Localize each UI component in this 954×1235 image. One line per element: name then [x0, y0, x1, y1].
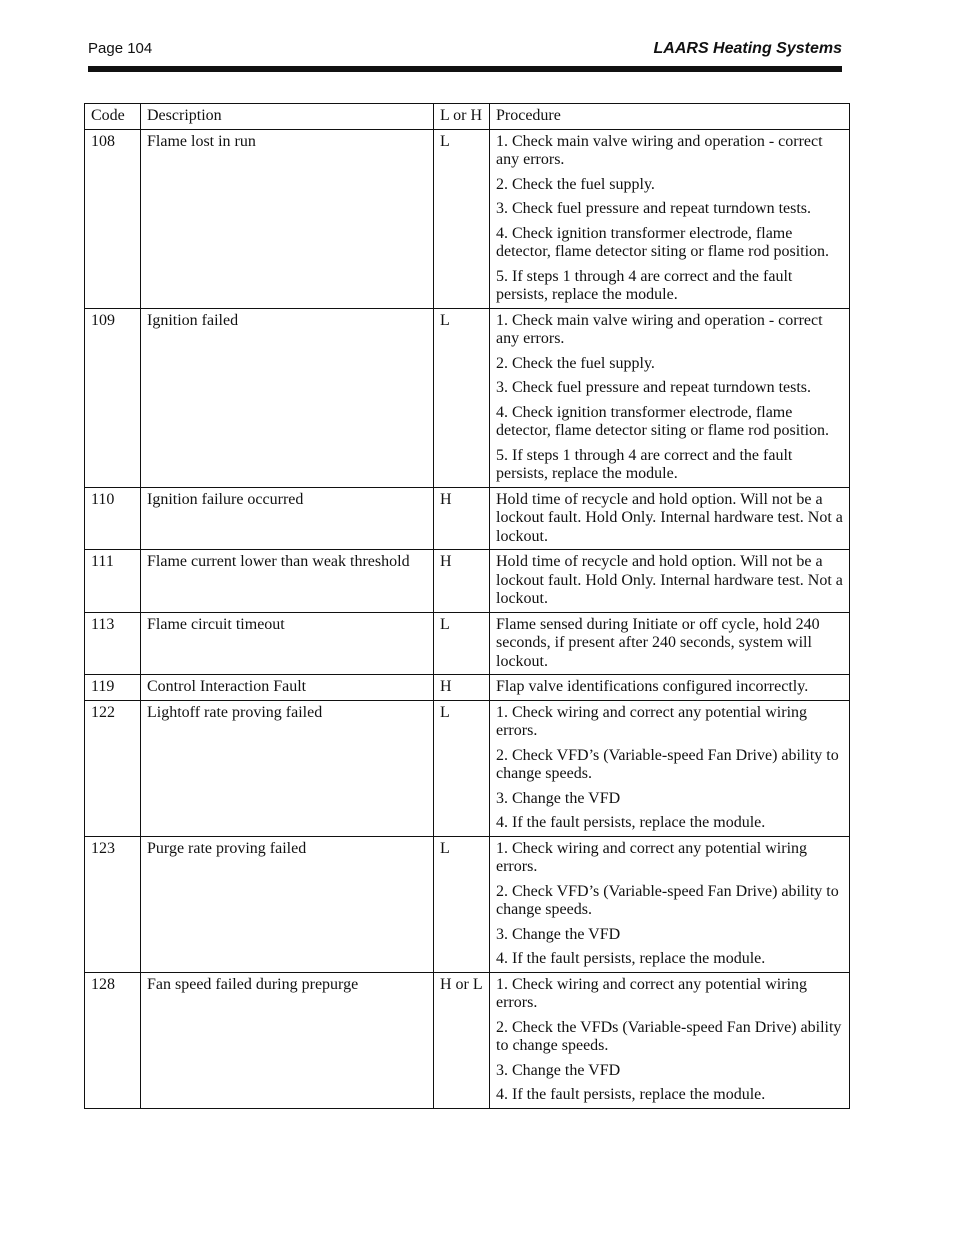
- fault-description: Flame circuit timeout: [141, 612, 434, 675]
- fault-description: Ignition failure occurred: [141, 487, 434, 550]
- table-row: [85, 972, 850, 1108]
- fault-code: 123: [85, 836, 141, 972]
- fault-procedure: [490, 972, 850, 1108]
- fault-level: L: [434, 129, 490, 308]
- fault-description: Control Interaction Fault: [141, 675, 434, 701]
- fault-level: H: [434, 550, 490, 613]
- fault-description: Flame current lower than weak threshold: [141, 550, 434, 613]
- header-l-or-h: L or H: [434, 104, 490, 130]
- procedure-step: 4. Check ignition transformer electrode, flame detector, flame detector siting or flame rod position.: [496, 403, 830, 439]
- fault-procedure: [490, 550, 850, 613]
- fault-procedure: [490, 612, 850, 675]
- procedure-step: 3. Check fuel pressure and repeat turndown tests.: [496, 379, 812, 396]
- table-header-row: [85, 104, 850, 130]
- table-row: [85, 700, 850, 836]
- fault-level: H: [434, 675, 490, 701]
- fault-procedure: [490, 700, 850, 836]
- header-rule: [88, 66, 842, 72]
- fault-code: 108: [85, 129, 141, 308]
- fault-level: H or L: [434, 972, 490, 1108]
- brand-title: LAARS Heating Systems: [653, 40, 842, 57]
- fault-procedure: [490, 487, 850, 550]
- header-description: Description: [141, 104, 434, 130]
- procedure-step: 2. Check VFD’s (Variable-speed Fan Drive) ability to change speeds.: [496, 746, 839, 782]
- header-code: Code: [85, 104, 141, 130]
- procedure-step: 2. Check the fuel supply.: [496, 175, 655, 193]
- fault-code: 128: [85, 972, 141, 1108]
- procedure-step: 2. Check the fuel supply.: [496, 354, 655, 372]
- procedure-step: 4. If the fault persists, replace the module.: [496, 1086, 766, 1103]
- fault-code: 111: [85, 550, 141, 613]
- fault-code-table: [84, 103, 850, 1109]
- fault-code: 122: [85, 700, 141, 836]
- fault-procedure: [490, 836, 850, 972]
- fault-code: 110: [85, 487, 141, 550]
- table-row: [85, 487, 850, 550]
- procedure-step: 1. Check main valve wiring and operation - correct any errors.: [496, 311, 823, 347]
- procedure-step: 3. Change the VFD: [496, 1061, 621, 1079]
- procedure-step: 2. Check the VFDs (Variable-speed Fan Drive) ability to change speeds.: [496, 1018, 842, 1054]
- table-row: [85, 612, 850, 675]
- fault-description: Purge rate proving failed: [141, 836, 434, 972]
- procedure-step: Flap valve identifications configured incorrectly.: [496, 678, 809, 695]
- table-row: [85, 675, 850, 701]
- fault-level: L: [434, 836, 490, 972]
- fault-level: L: [434, 700, 490, 836]
- fault-procedure: [490, 308, 850, 487]
- procedure-step: Flame sensed during Initiate or off cycle, hold 240 seconds, if present after 240 seconds, system will lockout.: [496, 615, 820, 670]
- procedure-step: 2. Check VFD’s (Variable-speed Fan Drive) ability to change speeds.: [496, 882, 839, 918]
- procedure-step: 1. Check wiring and correct any potential wiring errors.: [496, 839, 808, 875]
- procedure-step: Hold time of recycle and hold option. Will not be a lockout fault. Hold Only. Internal hardware test. Not a lockout.: [496, 553, 843, 607]
- procedure-step: 5. If steps 1 through 4 are correct and the fault persists, replace the module.: [496, 446, 793, 482]
- header-procedure: Procedure: [490, 104, 850, 130]
- procedure-step: 4. Check ignition transformer electrode, flame detector, flame detector siting or flame rod position.: [496, 224, 830, 260]
- procedure-step: 1. Check wiring and correct any potential wiring errors.: [496, 703, 808, 739]
- table-row: [85, 836, 850, 972]
- fault-level: H: [434, 487, 490, 550]
- procedure-step: 3. Change the VFD: [496, 925, 621, 943]
- fault-level: L: [434, 308, 490, 487]
- fault-level: L: [434, 612, 490, 675]
- page-number: Page 104: [88, 40, 153, 57]
- fault-description: Lightoff rate proving failed: [141, 700, 434, 836]
- fault-description: Ignition failed: [141, 308, 434, 487]
- procedure-step: 1. Check main valve wiring and operation - correct any errors.: [496, 132, 823, 168]
- fault-procedure: [490, 129, 850, 308]
- fault-code: 109: [85, 308, 141, 487]
- table-row: [85, 129, 850, 308]
- procedure-step: 3. Change the VFD: [496, 789, 621, 807]
- fault-description: Fan speed failed during prepurge: [141, 972, 434, 1108]
- procedure-step: Hold time of recycle and hold option. Will not be a lockout fault. Hold Only. Internal hardware test. Not a lockout.: [496, 490, 843, 545]
- procedure-step: 4. If the fault persists, replace the module.: [496, 950, 766, 967]
- table-row: [85, 308, 850, 487]
- procedure-step: 5. If steps 1 through 4 are correct and the fault persists, replace the module.: [496, 267, 793, 303]
- fault-code: 113: [85, 612, 141, 675]
- procedure-step: 3. Check fuel pressure and repeat turndown tests.: [496, 200, 812, 217]
- fault-code: 119: [85, 675, 141, 701]
- fault-description: Flame lost in run: [141, 129, 434, 308]
- procedure-step: 1. Check wiring and correct any potential wiring errors.: [496, 975, 808, 1011]
- fault-procedure: [490, 675, 850, 701]
- table-row: [85, 550, 850, 613]
- procedure-step: 4. If the fault persists, replace the module.: [496, 814, 766, 831]
